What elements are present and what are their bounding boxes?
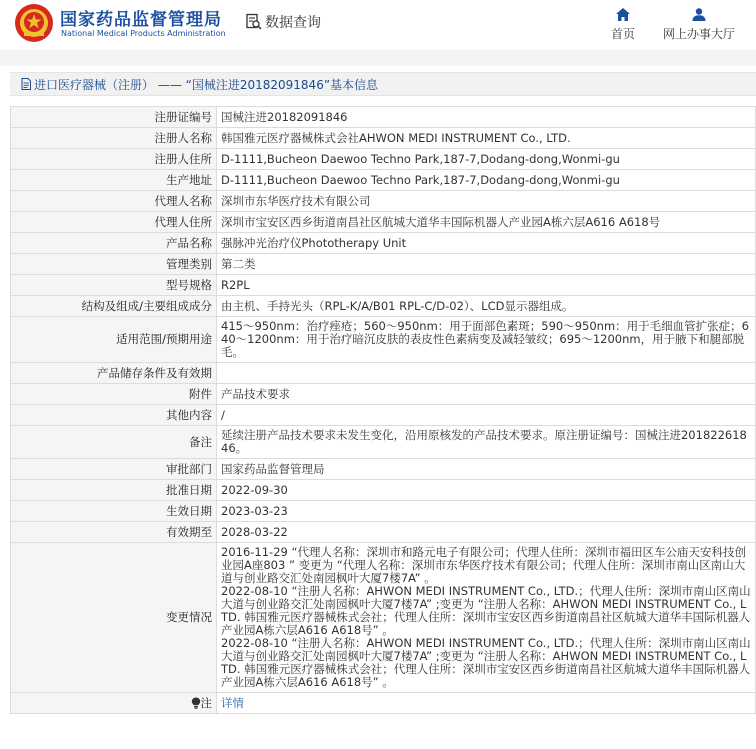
- change-entry: 2016-11-29 “代理人名称：深圳市和路元电子有限公司；代理人住所：深圳市福田区车公庙天安科技创业园A座803 ” 变更为 “代理人名称：深圳市东华医疗技术有限公司；代理人住所：深圳市南山区南山大道与创业路交汇处南园枫叶大厦7楼7A” 。: [221, 545, 746, 585]
- field-value: 强脉冲光治疗仪Phototherapy Unit: [217, 233, 756, 254]
- note-value-cell: [217, 693, 756, 714]
- field-value: D-1111,Bucheon Daewoo Techno Park,187-7,Dodang-dong,Wonmi-gu: [217, 149, 756, 170]
- field-label: 备注: [11, 426, 217, 459]
- table-row-change-history: [11, 543, 756, 693]
- field-value: [217, 363, 756, 384]
- field-label: 结构及组成/主要组成成分: [11, 296, 217, 317]
- user-icon: [692, 8, 706, 21]
- field-label: 审批部门: [11, 459, 217, 480]
- nav-online-service-hall[interactable]: [660, 8, 738, 42]
- field-label: 产品名称: [11, 233, 217, 254]
- table-row: [11, 522, 756, 543]
- details-link[interactable]: 详情: [221, 695, 244, 710]
- table-row: [11, 384, 756, 405]
- table-row: [11, 317, 756, 363]
- nav-home-label: 首页: [610, 27, 635, 41]
- field-label: 附件: [11, 384, 217, 405]
- field-value: 由主机、手持光头（RPL-K/A/B01 RPL-C/D-02）、LCD显示器组成。: [217, 296, 756, 317]
- table-row: [11, 501, 756, 522]
- table-row: [11, 191, 756, 212]
- table-row: [11, 233, 756, 254]
- field-label: 变更情况: [11, 543, 217, 693]
- field-value: /: [217, 405, 756, 426]
- field-label: 批准日期: [11, 480, 217, 501]
- site-header: [0, 0, 756, 50]
- field-label: 适用范围/预期用途: [11, 317, 217, 363]
- field-label: 其他内容: [11, 405, 217, 426]
- field-label: 生产地址: [11, 170, 217, 191]
- field-label: 产品储存条件及有效期: [11, 363, 217, 384]
- header-separator: [0, 50, 756, 66]
- breadcrumb: [10, 72, 756, 96]
- field-value: 2023-03-23: [217, 501, 756, 522]
- note-label: 注: [200, 695, 212, 710]
- field-value: 第二类: [217, 254, 756, 275]
- field-value: 国械注进20182091846: [217, 107, 756, 128]
- table-row: [11, 480, 756, 501]
- device-info-table: [10, 106, 756, 714]
- field-label: 管理类别: [11, 254, 217, 275]
- nav-home[interactable]: [609, 8, 637, 42]
- change-entry: 2022-08-10 “注册人名称：AHWON MEDI INSTRUMENT Co., LTD.；代理人住所：深圳市南山区南山大道与创业路交汇处南园枫叶大厦7楼7A” ;变更为 “注册人名称：AHWON MEDI INSTRUMENT Co., LTD. 韩国雅元医疗器械株式会社；代理人住所：深圳市宝安区西乡街道南昌社区航城大道华丰国际机器人产业园A栋六层A616 A618号” 。: [221, 636, 751, 689]
- field-label: 注册人名称: [11, 128, 217, 149]
- field-value: 国家药品监督管理局: [217, 459, 756, 480]
- field-value: 产品技术要求: [217, 384, 756, 405]
- document-icon: [20, 78, 32, 90]
- field-label: 型号规格: [11, 275, 217, 296]
- field-value: 2022-09-30: [217, 480, 756, 501]
- data-search-link[interactable]: [245, 12, 321, 32]
- field-label: 注册人住所: [11, 149, 217, 170]
- field-label: 代理人名称: [11, 191, 217, 212]
- data-search-label: 数据查询: [265, 15, 321, 31]
- search-document-icon: [245, 13, 263, 31]
- field-value: 深圳市宝安区西乡街道南昌社区航城大道华丰国际机器人产业园A栋六层A616 A618号: [217, 212, 756, 233]
- field-value: 延续注册产品技术要求未发生变化，沿用原核发的产品技术要求。原注册证编号：国械注进20182261846。: [217, 426, 756, 459]
- table-row: [11, 128, 756, 149]
- field-label: 生效日期: [11, 501, 217, 522]
- table-row: [11, 170, 756, 191]
- table-row: [11, 459, 756, 480]
- field-value: 深圳市东华医疗技术有限公司: [217, 191, 756, 212]
- site-title-cn[interactable]: 国家药品监督管理局: [60, 10, 222, 30]
- table-row-note: [11, 693, 756, 714]
- table-row: [11, 296, 756, 317]
- change-entry: 2022-08-10 “注册人名称：AHWON MEDI INSTRUMENT Co., LTD.；代理人住所：深圳市南山区南山大道与创业路交汇处南园枫叶大厦7楼7A” ;变更为 “注册人名称：AHWON MEDI INSTRUMENT Co., LTD. 韩国雅元医疗器械株式会社；代理人住所：深圳市宝安区西乡街道南昌社区航城大道华丰国际机器人产业园A栋六层A616 A618号” 。: [221, 584, 751, 637]
- note-label-cell: [11, 693, 217, 714]
- breadcrumb-text: 进口医疗器械（注册） —— “国械注进20182091846”基本信息: [34, 77, 379, 92]
- field-value: 2028-03-22: [217, 522, 756, 543]
- nav-service-label: 网上办事大厅: [662, 27, 735, 41]
- field-value: R2PL: [217, 275, 756, 296]
- national-emblem-icon[interactable]: [14, 3, 54, 43]
- table-row: [11, 254, 756, 275]
- table-row: [11, 149, 756, 170]
- home-icon: [616, 8, 630, 21]
- field-value: D-1111,Bucheon Daewoo Techno Park,187-7,Dodang-dong,Wonmi-gu: [217, 170, 756, 191]
- field-label: 代理人住所: [11, 212, 217, 233]
- field-label: 有效期至: [11, 522, 217, 543]
- field-value: 415～950nm：治疗痤疮；560～950nm：用于面部色素斑；590～950nm：用于毛细血管扩张症；640～1200nm：用于治疗暗沉皮肤的表皮性色素病变及减轻皱纹；695～1200nm，用于腋下和腿部脱毛。: [217, 317, 756, 363]
- table-row: [11, 107, 756, 128]
- field-value: 韩国雅元医疗器械株式会社AHWON MEDI INSTRUMENT Co., LTD.: [217, 128, 756, 149]
- table-row: [11, 275, 756, 296]
- table-row: [11, 405, 756, 426]
- lightbulb-icon: [191, 697, 201, 709]
- field-label: 注册证编号: [11, 107, 217, 128]
- table-row: [11, 426, 756, 459]
- change-history-value: [217, 543, 756, 693]
- table-row: [11, 363, 756, 384]
- site-title-en[interactable]: National Medical Products Administration: [61, 29, 226, 38]
- table-row: [11, 212, 756, 233]
